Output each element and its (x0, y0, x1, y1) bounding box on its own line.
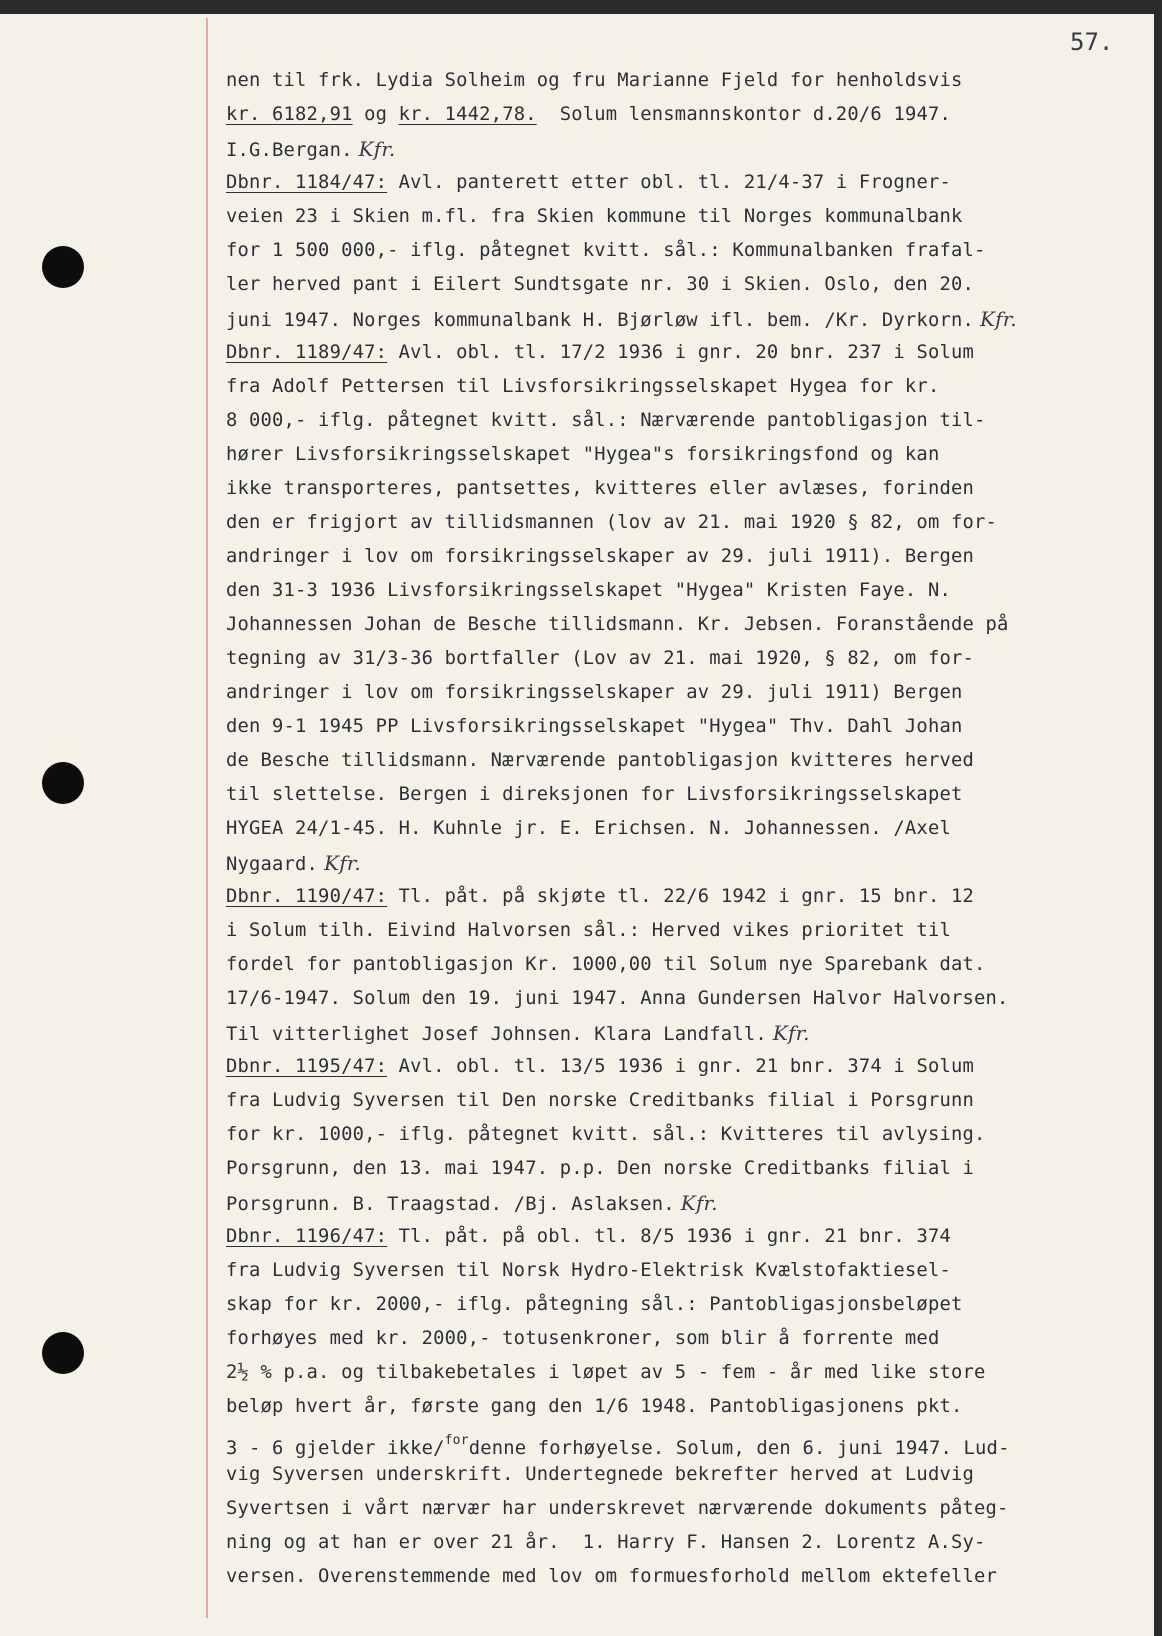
text-line (226, 472, 1146, 506)
text-segment: for kr. 1000,- iflg. påtegnet kvitt. sål.: Kvitteres til avlysing. (226, 1124, 986, 1145)
text-segment: veien 23 i Skien m.fl. fra Skien kommune til Norges kommunalbank (226, 206, 963, 227)
text-segment: Avl. obl. tl. 17/2 1936 i gnr. 20 bnr. 237 i Solum (387, 342, 974, 363)
text-line (226, 642, 1146, 676)
text-line (226, 268, 1146, 302)
text-segment: for 1 500 000,- iflg. påtegnet kvitt. sål.: Kommunalbanken frafal- (226, 240, 986, 261)
text-line (226, 574, 1146, 608)
text-line (226, 1458, 1146, 1492)
text-segment: ikke transporteres, pantsettes, kvitteres eller avlæses, forinden (226, 478, 974, 499)
text-line (226, 438, 1146, 472)
scan-edge-top (0, 0, 1162, 14)
text-segment: Johannessen Johan de Besche tillidsmann. Kr. Jebsen. Foranstående på (226, 614, 1009, 635)
text-segment: Solum lensmannskontor d.20/6 1947. (536, 104, 951, 125)
entry-number: kr. 1442,78. (398, 104, 537, 125)
text-segment: i Solum tilh. Eivind Halvorsen sål.: Herved vikes prioritet til (226, 920, 951, 941)
punch-hole-bottom (42, 1332, 84, 1374)
text-segment: nen til frk. Lydia Solheim og fru Marianne Fjeld for henholdsvis (226, 70, 963, 91)
text-segment: Avl. panterett etter obl. tl. 21/4-37 i Frogner- (387, 172, 951, 193)
document-text (226, 64, 1146, 1594)
text-segment: Til vitterlighet Josef Johnsen. Klara Landfall. (226, 1024, 767, 1045)
text-line (226, 1084, 1146, 1118)
text-segment: Porsgrunn. B. Traagstad. /Bj. Aslaksen. (226, 1194, 675, 1215)
text-line (226, 880, 1146, 914)
punch-hole-top (42, 246, 84, 288)
text-line (226, 744, 1146, 778)
text-line (226, 1050, 1146, 1084)
text-line (226, 948, 1146, 982)
entry-number: Dbnr. 1189/47: (226, 342, 388, 363)
text-segment: Tl. påt. på skjøte tl. 22/6 1942 i gnr. 15 bnr. 12 (387, 886, 974, 907)
page-number: 57. (1070, 28, 1114, 56)
text-line (226, 1322, 1146, 1356)
text-segment: vig Syversen underskrift. Undertegnede bekrefter herved at Ludvig (226, 1464, 974, 1485)
text-line (226, 982, 1146, 1016)
text-segment: forhøyes med kr. 2000,- totusenkroner, som blir å forrente med (226, 1328, 940, 1349)
text-line (226, 1560, 1146, 1594)
text-line (226, 234, 1146, 268)
text-segment: andringer i lov om forsikringsselskaper av 29. juli 1911). Bergen (226, 546, 974, 567)
text-line (226, 132, 1146, 166)
text-segment: Syvertsen i vårt nærvær har underskrevet nærværende dokuments påteg- (226, 1498, 1009, 1519)
text-segment: skap for kr. 2000,- iflg. påtegning sål.: Pantobligasjonsbeløpet (226, 1294, 963, 1315)
text-segment: Porsgrunn, den 13. mai 1947. p.p. Den norske Creditbanks filial i (226, 1158, 974, 1179)
text-segment: andringer i lov om forsikringsselskaper av 29. juli 1911) Bergen (226, 682, 963, 703)
text-line (226, 1356, 1146, 1390)
text-segment: versen. Overenstemmende med lov om formuesforhold mellom ektefeller (226, 1566, 997, 1587)
handwritten-initials: Kfr. (358, 137, 396, 161)
text-line (226, 1390, 1146, 1424)
text-line (226, 1424, 1146, 1458)
margin-line (206, 18, 208, 1618)
text-segment: Tl. påt. på obl. tl. 8/5 1936 i gnr. 21 bnr. 374 (387, 1226, 951, 1247)
text-line (226, 1288, 1146, 1322)
text-line (226, 676, 1146, 710)
text-segment: denne forhøyelse. Solum, den 6. juni 1947. Lud- (468, 1438, 1010, 1459)
text-line (226, 200, 1146, 234)
text-line (226, 404, 1146, 438)
text-segment: Nygaard. (226, 854, 319, 875)
text-line (226, 540, 1146, 574)
text-line (226, 710, 1146, 744)
entry-number: kr. 6182,91 (226, 104, 353, 125)
text-segment: tegning av 31/3-36 bortfaller (Lov av 21. mai 1920, § 82, om for- (226, 648, 974, 669)
text-line (226, 166, 1146, 200)
text-line (226, 812, 1146, 846)
handwritten-initials: Kfr. (772, 1021, 810, 1045)
text-line (226, 1118, 1146, 1152)
entry-number: Dbnr. 1184/47: (226, 172, 388, 193)
text-line (226, 1152, 1146, 1186)
text-segment: de Besche tillidsmann. Nærværende pantobligasjon kvitteres herved (226, 750, 974, 771)
text-line (226, 506, 1146, 540)
text-segment: juni 1947. Norges kommunalbank H. Bjørløw ifl. bem. /Kr. Dyrkorn. (226, 310, 974, 331)
text-line (226, 370, 1146, 404)
text-line (226, 336, 1146, 370)
text-segment: ler herved pant i Eilert Sundtsgate nr. 30 i Skien. Oslo, den 20. (226, 274, 974, 295)
text-line (226, 1220, 1146, 1254)
text-segment: hører Livsforsikringsselskapet "Hygea"s forsikringsfond og kan (226, 444, 940, 465)
text-segment: til slettelse. Bergen i direksjonen for Livsforsikringsselskapet (226, 784, 963, 805)
inserted-word: for (444, 1433, 469, 1448)
text-segment: beløp hvert år, første gang den 1/6 1948. Pantobligasjonens pkt. (226, 1396, 963, 1417)
text-segment: fra Ludvig Syversen til Den norske Creditbanks filial i Porsgrunn (226, 1090, 974, 1111)
text-line (226, 914, 1146, 948)
text-segment: den er frigjort av tillidsmannen (lov av 21. mai 1920 § 82, om for- (226, 512, 997, 533)
text-segment: Avl. obl. tl. 13/5 1936 i gnr. 21 bnr. 374 i Solum (387, 1056, 974, 1077)
text-segment: 17/6-1947. Solum den 19. juni 1947. Anna Gundersen Halvor Halvorsen. (226, 988, 1009, 1009)
text-line (226, 98, 1146, 132)
text-segment: 2½ % p.a. og tilbakebetales i løpet av 5 - fem - år med like store (226, 1362, 986, 1383)
text-line (226, 1186, 1146, 1220)
text-segment: I.G.Bergan. (226, 140, 353, 161)
text-line (226, 1016, 1146, 1050)
entry-number: Dbnr. 1195/47: (226, 1056, 388, 1077)
text-segment: den 9-1 1945 PP Livsforsikringsselskapet "Hygea" Thv. Dahl Johan (226, 716, 963, 737)
text-line (226, 64, 1146, 98)
text-segment: 3 - 6 gjelder ikke/ (226, 1438, 445, 1459)
text-segment: fra Adolf Pettersen til Livsforsikringsselskapet Hygea for kr. (226, 376, 940, 397)
text-segment: og (352, 104, 399, 125)
text-line (226, 1492, 1146, 1526)
scan-edge-right (1154, 0, 1162, 1636)
text-line (226, 608, 1146, 642)
handwritten-initials: Kfr. (979, 307, 1017, 331)
text-segment: HYGEA 24/1-45. H. Kuhnle jr. E. Erichsen. N. Johannessen. /Axel (226, 818, 951, 839)
text-segment: fordel for pantobligasjon Kr. 1000,00 til Solum nye Sparebank dat. (226, 954, 986, 975)
text-segment: fra Ludvig Syversen til Norsk Hydro-Elektrisk Kvælstofaktiesel- (226, 1260, 951, 1281)
text-line (226, 846, 1146, 880)
text-line (226, 1254, 1146, 1288)
text-segment: ning og at han er over 21 år. 1. Harry F. Hansen 2. Lorentz A.Sy- (226, 1532, 986, 1553)
text-line (226, 302, 1146, 336)
text-line (226, 1526, 1146, 1560)
entry-number: Dbnr. 1196/47: (226, 1226, 388, 1247)
text-line (226, 778, 1146, 812)
handwritten-initials: Kfr. (324, 851, 361, 875)
text-segment: den 31-3 1936 Livsforsikringsselskapet "Hygea" Kristen Faye. N. (226, 580, 951, 601)
text-segment: 8 000,- iflg. påtegnet kvitt. sål.: Nærværende pantobligasjon til- (226, 410, 986, 431)
entry-number: Dbnr. 1190/47: (226, 886, 388, 907)
handwritten-initials: Kfr. (680, 1191, 718, 1215)
punch-hole-middle (42, 762, 84, 804)
